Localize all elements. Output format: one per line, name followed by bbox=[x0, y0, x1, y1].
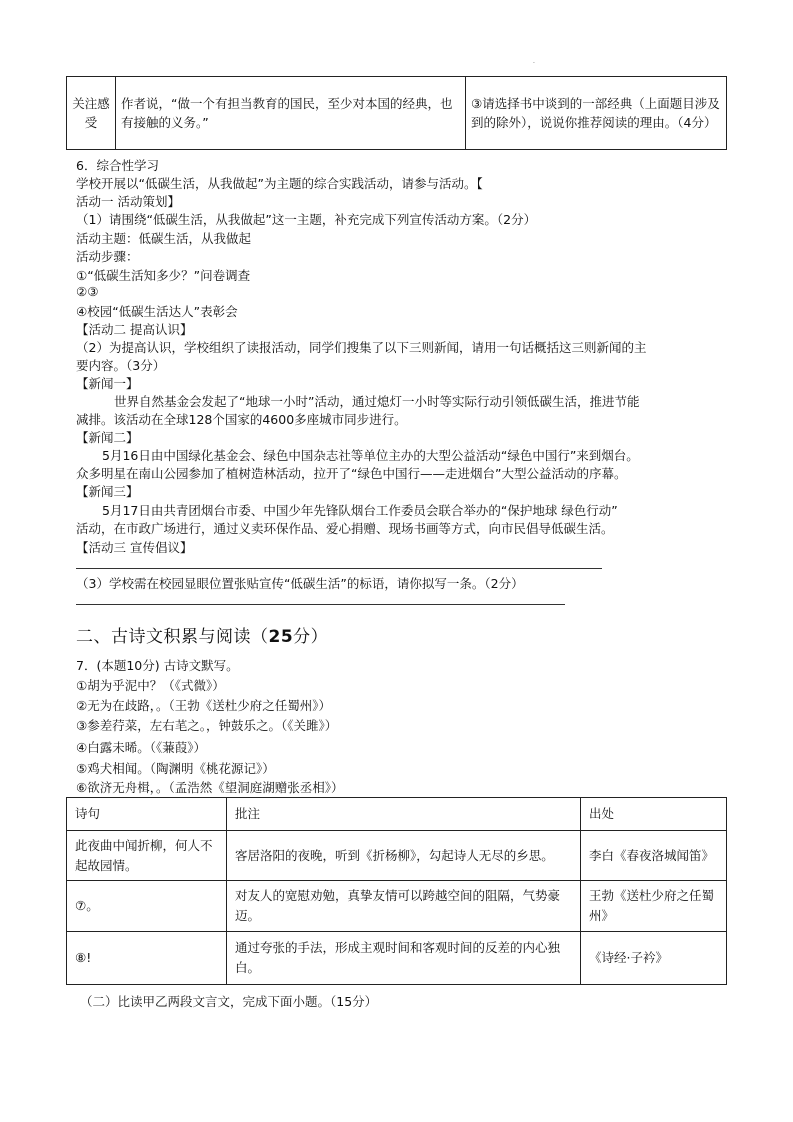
q6-title: 6．综合性学习 bbox=[76, 158, 159, 173]
news2-line2: 众多明星在南山公园参加了植树造林活动，拉开了“绿色中国行——走进烟台”大型公益活动的序幕。 bbox=[76, 466, 627, 481]
table-row bbox=[67, 932, 727, 985]
dictation-item-6: ⑥欲济无舟楫，。（孟浩然《望洞庭湖赠张丞相》） bbox=[76, 780, 344, 795]
dictation-item-1: ①胡为乎泥中？（《式微》） bbox=[76, 678, 225, 693]
dictation-item-5: ⑤鸡犬相闻。（陶渊明《桃花源记》） bbox=[76, 761, 275, 776]
source-cell: 李白《春夜洛城闻笛》 bbox=[581, 831, 727, 881]
answer-line bbox=[76, 604, 565, 605]
news3-line2: 活动，在市政广场进行，通过义卖环保作品、爱心捐赠、现场书画等方式，向市民倡导低碳生活。 bbox=[76, 521, 614, 536]
table-row bbox=[67, 881, 727, 932]
dictation-item-4: ④白露未晞。（《蒹葭》） bbox=[76, 740, 206, 755]
annotation-cell: 通过夸张的手法，形成主观时间和客观时间的反差的内心独白。 bbox=[227, 932, 581, 985]
step-2-3: ②③ bbox=[76, 284, 99, 299]
section-title-end: 分） bbox=[293, 627, 329, 647]
dictation-item-2: ②无为在歧路，。（王勃《送杜少府之任蜀州》） bbox=[76, 698, 331, 713]
news2-line1: 5月16日由中国绿化基金会、绿色中国杂志社等单位主办的大型公益活动“绿色中国行”来到烟台。 bbox=[102, 448, 639, 463]
quote-cell: 作者说，“做一个有担当教育的国民，至少对本国的经典，也有接触的义务。” bbox=[116, 77, 466, 150]
step-4: ④校园“低碳生活达人”表彰会 bbox=[76, 304, 238, 319]
annotation-cell: 客居洛阳的夜晚，听到《折杨柳》，勾起诗人无尽的乡思。 bbox=[227, 831, 581, 881]
question-cell: ③请选择书中谈到的一部经典（上面题目涉及到的除外），说说你推荐阅读的理由。（4分） bbox=[466, 77, 727, 150]
section-score: 25 bbox=[268, 627, 294, 647]
answer-line bbox=[76, 568, 602, 569]
news2-title: 【新闻二】 bbox=[76, 430, 139, 445]
part2-intro: （二）比读甲乙两段文言文，完成下面小题。（15分） bbox=[80, 994, 378, 1009]
news3-title: 【新闻三】 bbox=[76, 484, 139, 499]
poem-cell: 此夜曲中闻折柳，何人不起故园情。 bbox=[67, 831, 227, 881]
q6-question2-line1: （2）为提高认识，学校组织了读报活动，同学们搜集了以下三则新闻，请用一句话概括这三则新闻的主 bbox=[76, 340, 647, 355]
q6-question1: （1）请围绕“低碳生活，从我做起”这一主题，补充完成下列宣传活动方案。（2分） bbox=[76, 212, 537, 227]
q7-title: 7．(本题10分) 古诗文默写。 bbox=[76, 658, 239, 673]
q6-question3: （3）学校需在校园显眼位置张贴宣传“低碳生活”的标语，请你拟写一条。（2分） bbox=[76, 576, 524, 591]
activity3-heading: 【活动三 宣传倡议】 bbox=[76, 540, 193, 555]
table-header-row bbox=[67, 798, 727, 831]
top-table bbox=[66, 76, 727, 150]
poem-cell: ⑧! bbox=[67, 932, 227, 985]
table-row bbox=[67, 831, 727, 881]
news1-line2: 减排。该活动在全球128个国家的4600多座城市同步进行。 bbox=[76, 412, 407, 427]
table-label-cell: 关注感受 bbox=[67, 77, 116, 150]
section-title-text: 二、古诗文积累与阅读（ bbox=[76, 627, 269, 647]
activity-theme: 活动主题：低碳生活，从我做起 bbox=[76, 231, 252, 246]
activity1-heading: 活动一 活动策划】 bbox=[76, 194, 180, 209]
activity2-heading: 【活动二 提高认识】 bbox=[76, 322, 193, 337]
news1-line1: 世界自然基金会发起了“地球一小时”活动，通过熄灯一小时等实际行动引领低碳生活，推进节能 bbox=[114, 394, 640, 409]
q6-question2-line2: 要内容。（3分） bbox=[76, 358, 166, 373]
header-poem: 诗句 bbox=[67, 798, 227, 831]
source-cell: 《诗经·子衿》 bbox=[581, 932, 727, 985]
header-source: 出处 bbox=[581, 798, 727, 831]
step-1: ①“低碳生活知多少？”问卷调查 bbox=[76, 268, 251, 283]
steps-label: 活动步骤： bbox=[76, 249, 139, 264]
dictation-item-3: ③参差荇菜，左右芼之。，钟鼓乐之。（《关雎》） bbox=[76, 718, 338, 733]
poem-cell: ⑦。 bbox=[67, 881, 227, 932]
q6-intro: 学校开展以“低碳生活，从我做起”为主题的综合实践活动，请参与活动。【 bbox=[76, 176, 483, 191]
annotation-cell: 对友人的宽慰劝勉，真挚友情可以跨越空间的阻隔，气势豪迈。 bbox=[227, 881, 581, 932]
news3-line1: 5月17日由共青团烟台市委、中国少年先锋队烟台工作委员会联合举办的“保护地球 绿色行动” bbox=[102, 503, 618, 518]
section-title bbox=[76, 622, 328, 647]
source-cell: 王勃《送杜少府之任蜀州》 bbox=[581, 881, 727, 932]
news1-title: 【新闻一】 bbox=[76, 376, 139, 391]
page-dot: . bbox=[533, 58, 535, 65]
header-annotation: 批注 bbox=[227, 798, 581, 831]
poem-table bbox=[66, 797, 727, 985]
